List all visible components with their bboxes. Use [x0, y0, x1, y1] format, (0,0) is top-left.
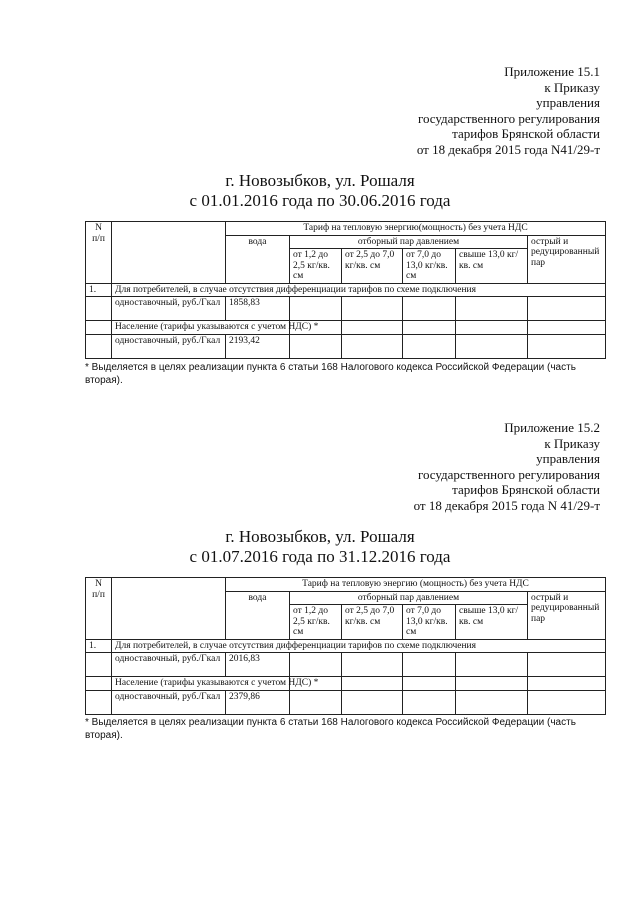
empty-cell: [86, 653, 112, 677]
empty-cell: [290, 297, 342, 321]
empty-cell: [342, 677, 403, 691]
title-address: г. Новозыбков, ул. Рошаля: [225, 527, 415, 546]
table-row: [86, 677, 606, 691]
title-period: с 01.01.2016 года по 30.06.2016 года: [189, 191, 451, 210]
title-period: с 01.07.2016 года по 31.12.2016 года: [189, 547, 451, 566]
water-tariff-value: 1858,83: [226, 297, 290, 321]
table-row: [86, 297, 606, 321]
appendix-line: к Приказу: [544, 435, 600, 451]
appendix-header-1: [417, 64, 600, 157]
tariff-table-2: [85, 577, 606, 715]
empty-cell: [528, 653, 606, 677]
water-tariff-value: 2016,83: [226, 653, 290, 677]
empty-cell: [456, 321, 528, 335]
empty-cell: [86, 321, 112, 335]
col-steam-header: отборный пар давлением: [290, 235, 528, 249]
appendix-line: управления: [536, 95, 600, 110]
empty-cell: [403, 677, 456, 691]
empty-cell: [86, 690, 112, 714]
appendix-line: тарифов Брянской области: [452, 126, 600, 141]
empty-cell: [403, 334, 456, 358]
water-tariff-value: 2193,42: [226, 334, 290, 358]
empty-cell: [342, 297, 403, 321]
empty-cell: [290, 334, 342, 358]
empty-cell: [403, 297, 456, 321]
title-address: г. Новозыбков, ул. Рошаля: [225, 171, 415, 190]
empty-cell: [86, 334, 112, 358]
empty-cell: [528, 297, 606, 321]
empty-cell: [342, 334, 403, 358]
empty-cell: [528, 677, 606, 691]
steam-pressure-range: от 1,2 до 2,5 кг/кв. см: [290, 249, 342, 284]
appendix-line: управления: [536, 451, 600, 466]
col-water-header: вода: [226, 235, 290, 283]
empty-cell: [456, 334, 528, 358]
col-steam-header: отборный пар давлением: [290, 591, 528, 605]
document-title-2: [0, 527, 640, 567]
appendix-line: Приложение 15.2: [504, 420, 600, 435]
table-row: [86, 321, 606, 335]
empty-cell: [342, 653, 403, 677]
steam-pressure-range: свыше 13,0 кг/кв. см: [456, 249, 528, 284]
empty-header-cell: [112, 222, 226, 284]
appendix-line: государственного регулирования: [417, 466, 600, 482]
empty-cell: [403, 653, 456, 677]
col-number-header: N п/п: [86, 222, 112, 284]
col-number-header: N п/п: [86, 578, 112, 640]
steam-pressure-range: от 7,0 до 13,0 кг/кв. см: [403, 605, 456, 640]
table-row: [86, 690, 606, 714]
row-label: одноставочный, руб./Гкал: [112, 653, 226, 677]
table-row: [86, 334, 606, 358]
empty-cell: [456, 653, 528, 677]
col-water-header: вода: [226, 591, 290, 639]
tariff-header: Тариф на тепловую энергию (мощность) без учета НДС: [226, 578, 606, 592]
empty-cell: [528, 334, 606, 358]
row-section-text: Для потребителей, в случае отсутствия дифференциации тарифов по схеме подключения: [112, 283, 606, 297]
table-row: [86, 653, 606, 677]
empty-cell: [456, 677, 528, 691]
empty-cell: [456, 297, 528, 321]
appendix-line: государственного регулирования: [417, 110, 600, 126]
document-title-1: [0, 171, 640, 211]
row-section-text: Для потребителей, в случае отсутствия дифференциации тарифов по схеме подключения: [112, 639, 606, 653]
appendix-line: Приложение 15.1: [504, 64, 600, 79]
steam-pressure-range: свыше 13,0 кг/кв. см: [456, 605, 528, 640]
empty-cell: [86, 677, 112, 691]
table-row: [86, 283, 606, 297]
footnote-1: * Выделяется в целях реализации пункта 6 статьи 168 Налогового кодекса Российской Федерации (часть вторая).: [85, 362, 576, 386]
steam-pressure-range: от 2,5 до 7,0 кг/кв. см: [342, 249, 403, 284]
footnote-2: * Выделяется в целях реализации пункта 6 статьи 168 Налогового кодекса Российской Федерации (часть вторая).: [85, 717, 576, 741]
appendix-header-2: [414, 420, 600, 513]
row-label: одноставочный, руб./Гкал: [112, 334, 226, 358]
steam-pressure-range: от 2,5 до 7,0 кг/кв. см: [342, 605, 403, 640]
row-section-text: Население (тарифы указываются с учетом НДС) *: [112, 677, 290, 691]
row-number: 1.: [86, 639, 112, 653]
appendix-line: тарифов Брянской области: [452, 482, 600, 497]
row-label: одноставочный, руб./Гкал: [112, 690, 226, 714]
empty-cell: [290, 690, 342, 714]
appendix-line: к Приказу: [544, 79, 600, 95]
empty-cell: [403, 321, 456, 335]
water-tariff-value: 2379,86: [226, 690, 290, 714]
empty-cell: [290, 653, 342, 677]
table-row: [86, 639, 606, 653]
row-label: одноставочный, руб./Гкал: [112, 297, 226, 321]
col-sharp-steam-header: острый и редуцированный пар: [528, 235, 606, 283]
empty-cell: [342, 321, 403, 335]
row-number: 1.: [86, 283, 112, 297]
empty-cell: [528, 690, 606, 714]
steam-pressure-range: от 7,0 до 13,0 кг/кв. см: [403, 249, 456, 284]
appendix-line: от 18 декабря 2015 года N41/29-т: [416, 141, 600, 157]
steam-pressure-range: от 1,2 до 2,5 кг/кв. см: [290, 605, 342, 640]
col-sharp-steam-header: острый и редуцированный пар: [528, 591, 606, 639]
empty-header-cell: [112, 578, 226, 640]
tariff-table-1: [85, 221, 606, 359]
empty-cell: [342, 690, 403, 714]
tariff-header: Тариф на тепловую энергию(мощность) без учета НДС: [226, 222, 606, 236]
row-section-text: Население (тарифы указываются с учетом НДС) *: [112, 321, 290, 335]
empty-cell: [403, 690, 456, 714]
empty-cell: [528, 321, 606, 335]
empty-cell: [456, 690, 528, 714]
appendix-line: от 18 декабря 2015 года N 41/29-т: [413, 497, 600, 513]
empty-cell: [86, 297, 112, 321]
